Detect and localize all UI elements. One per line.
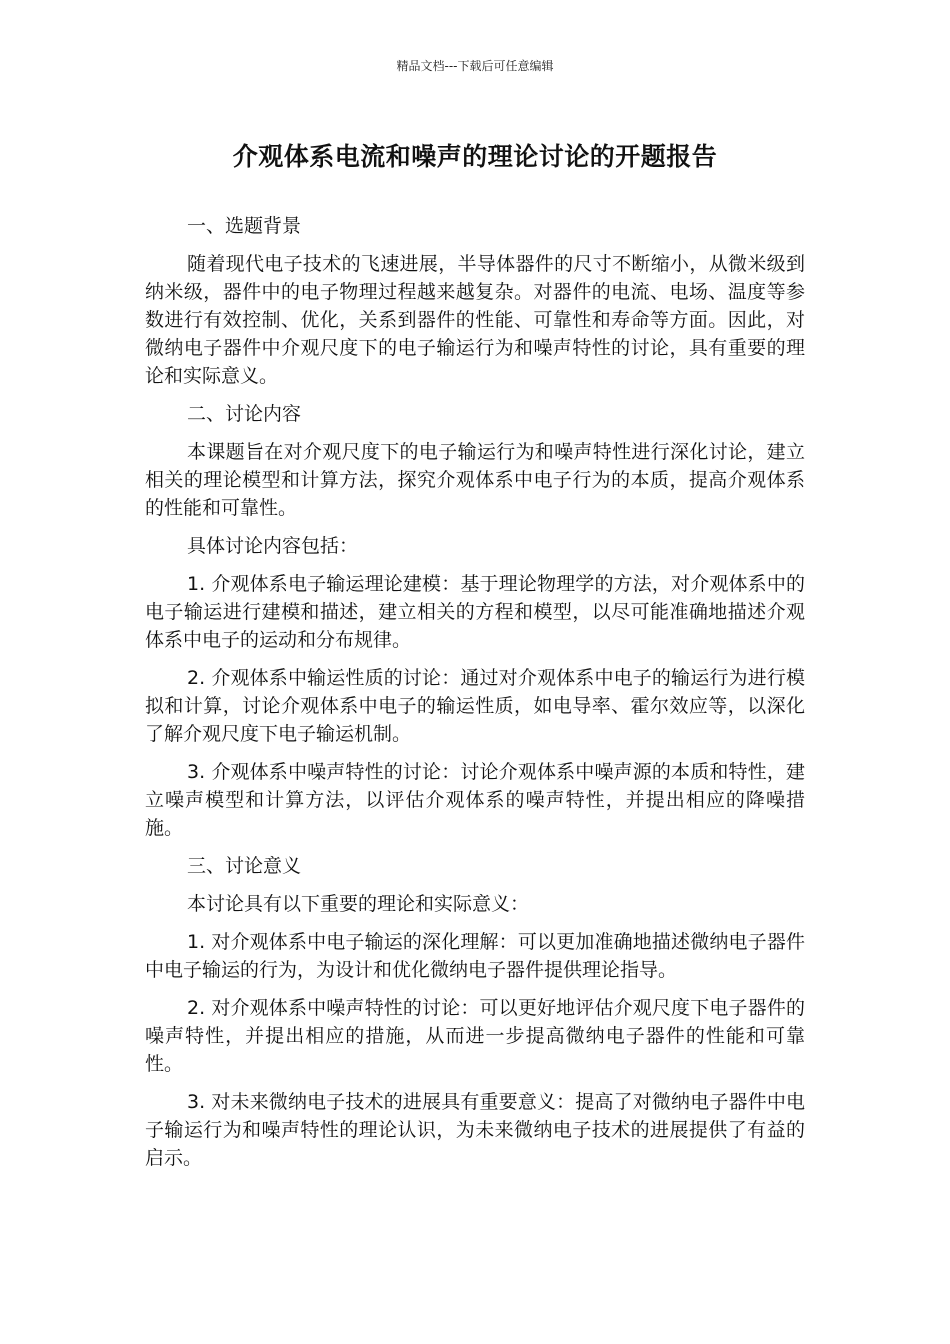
significance-item-3: 3. 对未来微纳电子技术的进展具有重要意义：提高了对微纳电子器件中电子输运行为和噪声特性的理论认识，为未来微纳电子技术的进展提供了有益的启示。 (145, 1091, 805, 1169)
section-heading-background: 一、选题背景 (187, 215, 302, 237)
header-note: 精品文档---下载后可任意编辑 (396, 59, 554, 73)
content-item-1: 1. 介观体系电子输运理论建模：基于理论物理学的方法，对介观体系中的电子输运进行建模和描述，建立相关的方程和模型，以尽可能准确地描述介观体系中电子的运动和分布规律。 (145, 573, 805, 651)
content-intro-paragraph: 本课题旨在对介观尺度下的电子输运行为和噪声特性进行深化讨论，建立相关的理论模型和计算方法，探究介观体系中电子行为的本质，提高介观体系的性能和可靠性。 (145, 441, 805, 519)
section-heading-significance: 三、讨论意义 (187, 855, 302, 877)
content-item-2: 2. 介观体系中输运性质的讨论：通过对介观体系中电子的输运行为进行模拟和计算，讨论介观体系中电子的输运性质，如电导率、霍尔效应等，以深化了解介观尺度下电子输运机制。 (145, 667, 805, 745)
content-item-3: 3. 介观体系中噪声特性的讨论：讨论介观体系中噪声源的本质和特性，建立噪声模型和计算方法，以评估介观体系的噪声特性，并提出相应的降噪措施。 (145, 761, 805, 839)
significance-item-1: 1. 对介观体系中电子输运的深化理解：可以更加准确地描述微纳电子器件中电子输运的行为，为设计和优化微纳电子器件提供理论指导。 (145, 931, 805, 981)
significance-item-2: 2. 对介观体系中噪声特性的讨论：可以更好地评估介观尺度下电子器件的噪声特性，并提出相应的措施，从而进一步提高微纳电子器件的性能和可靠性。 (145, 997, 805, 1075)
section-heading-content: 二、讨论内容 (187, 403, 302, 425)
document-body (145, 212, 805, 1182)
background-paragraph: 随着现代电子技术的飞速进展，半导体器件的尺寸不断缩小，从微米级到纳米级，器件中的电子物理过程越来越复杂。对器件的电流、电场、温度等参数进行有效控制、优化，关系到器件的性能、可靠性和寿命等方面。因此，对微纳电子器件中介观尺度下的电子输运行为和噪声特性的讨论，具有重要的理论和实际意义。 (145, 253, 805, 387)
significance-intro: 本讨论具有以下重要的理论和实际意义： (187, 893, 530, 915)
document-title: 介观体系电流和噪声的理论讨论的开题报告 (232, 142, 718, 171)
content-list-intro: 具体讨论内容包括： (187, 535, 359, 557)
